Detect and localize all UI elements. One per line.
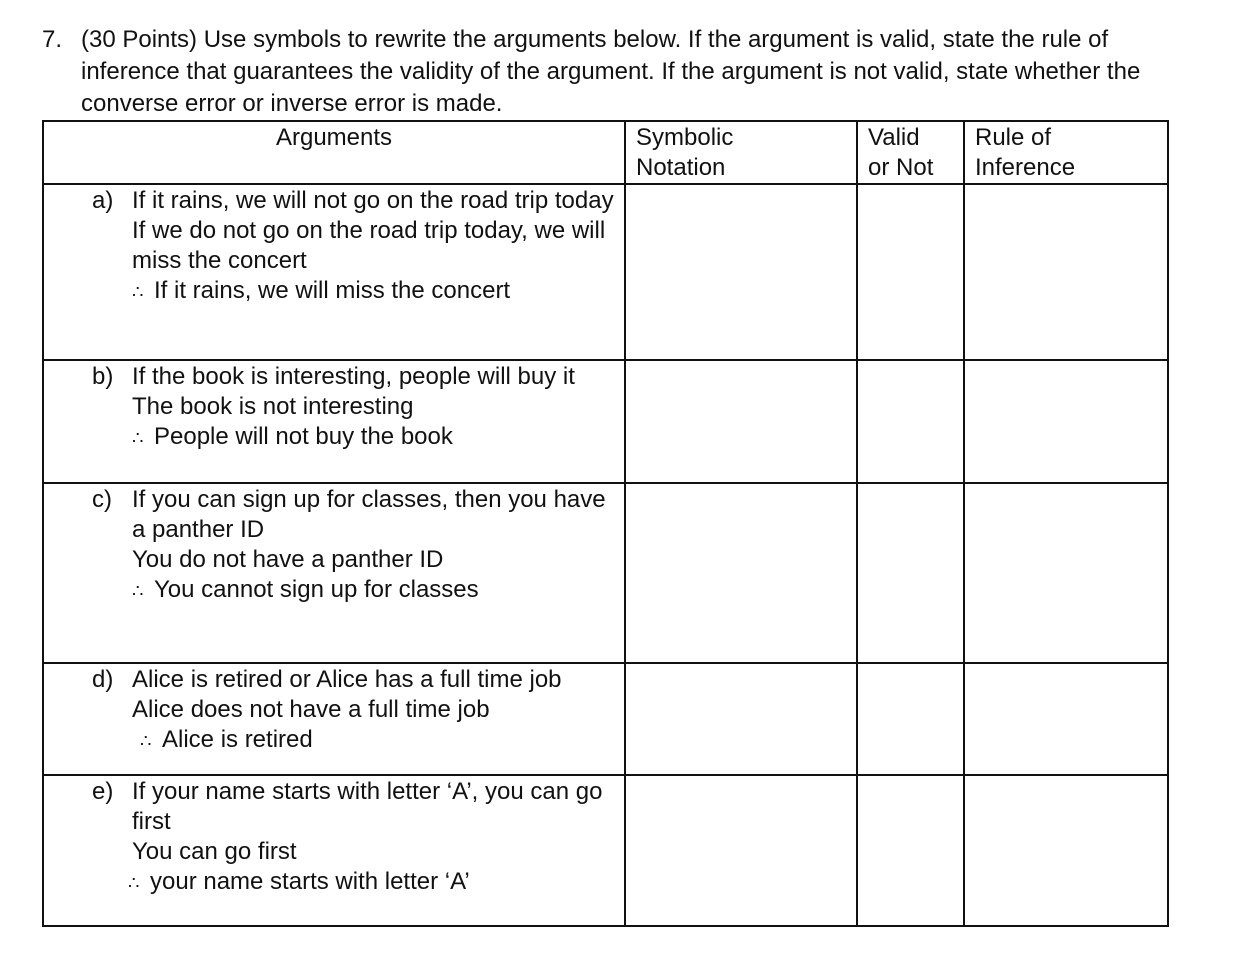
header-rule-line1: Rule of (975, 124, 1052, 151)
argument-conclusion: If it rains, we will miss the concert (154, 277, 511, 304)
argument-premise-1: If it rains, we will not go on the road trip today (132, 187, 614, 214)
question-number: 7. (42, 26, 63, 53)
therefore-symbol: ∴ (132, 282, 144, 302)
argument-premise-1: If your name starts with letter ‘A’, you can go first (132, 778, 603, 835)
argument-cell (43, 663, 625, 775)
symbolic-notation-cell[interactable] (625, 360, 857, 483)
header-arguments (43, 121, 625, 184)
argument-premise-1: Alice is retired or Alice has a full time job (132, 666, 562, 693)
therefore-symbol: ∴ (132, 581, 144, 601)
table-header-row (43, 121, 1168, 184)
argument-premise-2: You do not have a panther ID (132, 546, 444, 573)
argument-cell (43, 775, 625, 926)
argument-conclusion: People will not buy the book (154, 423, 453, 450)
therefore-symbol: ∴ (132, 428, 144, 448)
argument-item (92, 186, 620, 307)
argument-premise-1: If the book is interesting, people will buy it (132, 363, 575, 390)
argument-conclusion-line (132, 276, 620, 307)
argument-item (92, 485, 620, 606)
rule-of-inference-cell[interactable] (964, 663, 1168, 775)
arguments-table (42, 120, 1169, 927)
argument-premise-1: If you can sign up for classes, then you have a panther ID (132, 486, 606, 543)
argument-conclusion-line (132, 725, 620, 756)
argument-item (92, 665, 620, 756)
valid-or-not-cell[interactable] (857, 184, 964, 360)
header-valid-line2: or Not (868, 154, 934, 181)
symbolic-notation-cell[interactable] (625, 775, 857, 926)
argument-premise-2: The book is not interesting (132, 393, 414, 420)
therefore-symbol: ∴ (140, 731, 152, 751)
argument-premise-2: If we do not go on the road trip today, we will miss the concert (132, 217, 606, 274)
therefore-symbol: ∴ (128, 873, 140, 893)
table-row (43, 184, 1168, 360)
valid-or-not-cell[interactable] (857, 360, 964, 483)
rule-of-inference-cell[interactable] (964, 360, 1168, 483)
header-symbolic-line2: Notation (636, 154, 726, 181)
argument-premise-2: Alice does not have a full time job (132, 696, 490, 723)
argument-conclusion-line (128, 867, 620, 898)
argument-item (92, 777, 620, 898)
argument-premise-2: You can go first (132, 838, 297, 865)
header-rule-of-inference (964, 121, 1168, 184)
table-row (43, 663, 1168, 775)
question-text: (30 Points) Use symbols to rewrite the arguments below. If the argument is valid, state the rule of inference that guarantees the validity of the argument. If the argument is not valid, state whether the converse error or inverse error is made. (81, 26, 1141, 117)
table-row (43, 775, 1168, 926)
header-valid-or-not (857, 121, 964, 184)
question (42, 24, 1182, 120)
valid-or-not-cell[interactable] (857, 663, 964, 775)
argument-item (92, 362, 620, 453)
symbolic-notation-cell[interactable] (625, 184, 857, 360)
argument-cell (43, 184, 625, 360)
symbolic-notation-cell[interactable] (625, 483, 857, 663)
argument-conclusion: your name starts with letter ‘A’ (150, 868, 470, 895)
argument-letter: a) (92, 187, 114, 214)
argument-cell (43, 483, 625, 663)
argument-cell (43, 360, 625, 483)
header-rule-line2: Inference (975, 154, 1076, 181)
argument-conclusion: You cannot sign up for classes (154, 576, 479, 603)
argument-letter: c) (92, 486, 112, 513)
table-row (43, 483, 1168, 663)
rule-of-inference-cell[interactable] (964, 483, 1168, 663)
valid-or-not-cell[interactable] (857, 775, 964, 926)
valid-or-not-cell[interactable] (857, 483, 964, 663)
argument-letter: d) (92, 666, 114, 693)
rule-of-inference-cell[interactable] (964, 775, 1168, 926)
header-valid-line1: Valid (868, 124, 920, 151)
header-symbolic-line1: Symbolic (636, 124, 734, 151)
rule-of-inference-cell[interactable] (964, 184, 1168, 360)
header-arguments-label: Arguments (275, 124, 393, 151)
symbolic-notation-cell[interactable] (625, 663, 857, 775)
argument-letter: e) (92, 778, 114, 805)
table-row (43, 360, 1168, 483)
argument-conclusion: Alice is retired (162, 726, 313, 753)
header-symbolic-notation (625, 121, 857, 184)
argument-letter: b) (92, 363, 114, 390)
argument-conclusion-line (132, 422, 620, 453)
argument-conclusion-line (132, 575, 620, 606)
